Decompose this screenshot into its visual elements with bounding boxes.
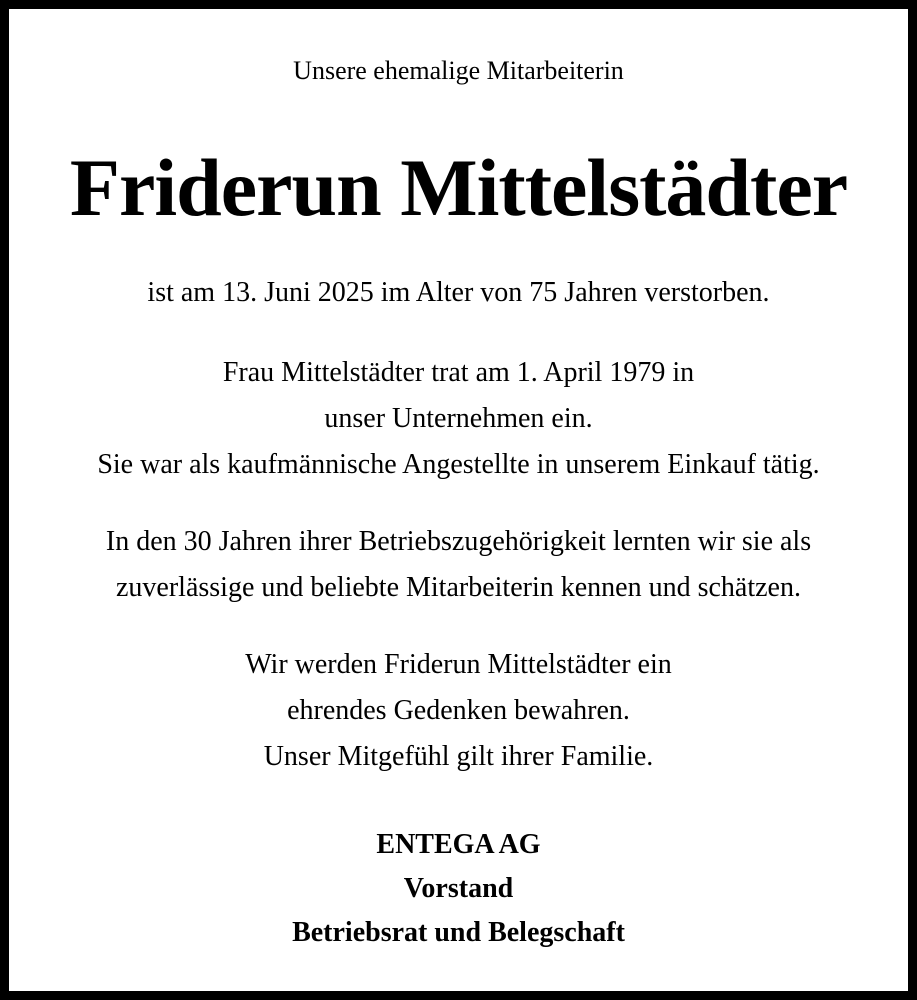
remembrance-line: Wir werden Friderun Mittelstädter ein (245, 649, 672, 680)
employment-paragraph (9, 350, 908, 488)
remembrance-paragraph (9, 642, 908, 780)
employment-line: unser Unternehmen ein. (324, 403, 593, 434)
employment-line: Frau Mittelstädter trat am 1. April 1979 in (222, 357, 695, 388)
tribute-line: zuverlässige und beliebte Mitarbeiterin kennen und schätzen. (116, 572, 801, 603)
signatory-staff: Betriebsrat und Belegschaft (292, 917, 625, 948)
death-line: ist am 13. Juni 2025 im Alter von 75 Jahren verstorben. (147, 277, 770, 308)
employment-line: Sie war als kaufmännische Angestellte in unserem Einkauf tätig. (97, 449, 820, 480)
tribute-line: In den 30 Jahren ihrer Betriebszugehörigkeit lernten wir sie als (105, 526, 812, 557)
signatory-company: ENTEGA AG (376, 829, 541, 860)
signatories-block (9, 823, 908, 955)
tribute-paragraph (9, 519, 908, 611)
intro-line: Unsere ehemalige Mitarbeiterin (293, 56, 624, 85)
remembrance-line: ehrendes Gedenken bewahren. (287, 695, 630, 726)
signatory-board: Vorstand (403, 873, 514, 904)
remembrance-line: Unser Mitgefühl gilt ihrer Familie. (263, 741, 654, 772)
death-announcement (9, 270, 908, 316)
deceased-name: Friderun Mittelstädter (69, 142, 848, 233)
